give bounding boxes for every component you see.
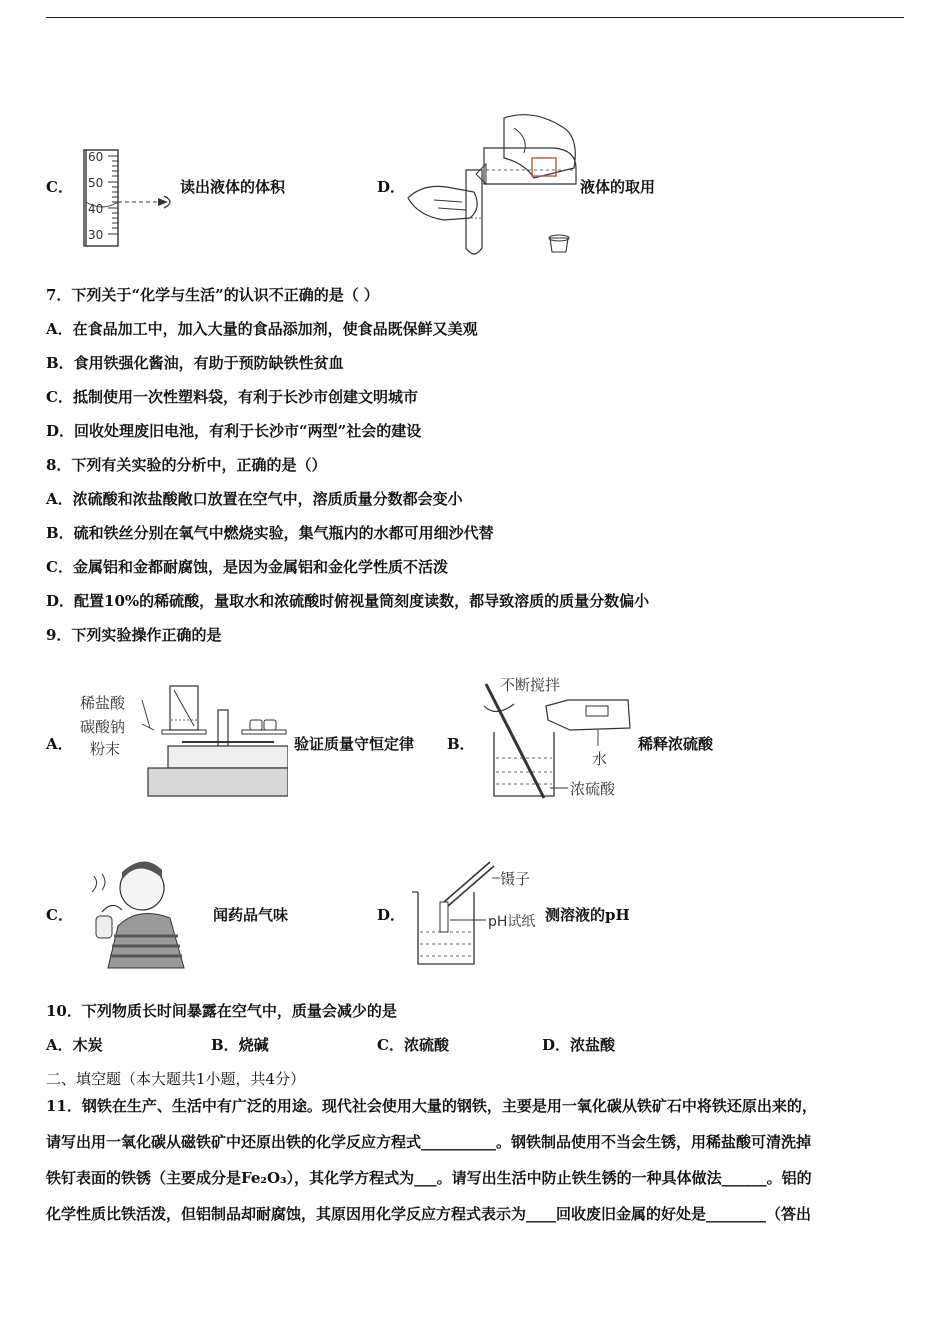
- q9-b-caption: 稀释浓硫酸: [638, 735, 714, 753]
- q9-a-label: A．: [46, 735, 73, 753]
- q11-line: 铁钉表面的铁锈（主要成分是Fe₂O₃），其化学方程式为___。请写出生活中防止铁生锈的一种具体做法______。铝的: [46, 1169, 812, 1187]
- q10-option-d: D．浓盐酸: [542, 1036, 616, 1054]
- q6-c-label: C．: [46, 178, 73, 196]
- figure-label: 水: [592, 750, 608, 768]
- balance-figure: [78, 680, 288, 800]
- q11-line: 化学性质比铁活泼，但铝制品却耐腐蚀，其原因用化学反应方程式表示为____回收废旧金属的好处是________（答出: [46, 1205, 812, 1223]
- q10-option-b: B．烧碱: [211, 1036, 269, 1054]
- figure-label: 不断搅拌: [500, 676, 561, 694]
- liquid-pouring-figure: [404, 108, 582, 260]
- q7-option-b: B．食用铁强化酱油，有助于预防缺铁性贫血: [46, 354, 344, 372]
- figure-label: 稀盐酸: [80, 694, 126, 712]
- q11-line: 请写出用一氧化碳从磁铁矿中还原出铁的化学反应方程式__________。钢铁制品使用不当会生锈，用稀盐酸可清洗掉: [46, 1133, 812, 1151]
- q9-c-caption: 闻药品气味: [213, 906, 289, 924]
- figure-label: pH试纸: [488, 914, 536, 930]
- q9-d-caption: 测溶液的pH: [545, 906, 630, 924]
- q6-d-label: D．: [377, 178, 406, 196]
- q8-option-c: C．金属铝和金都耐腐蚀，是因为金属铝和金化学性质不活泼: [46, 558, 448, 576]
- q9-d-label: D．: [377, 906, 406, 924]
- q9-a-caption: 验证质量守恒定律: [294, 735, 415, 753]
- smelling-figure: [78, 852, 192, 970]
- q8-option-a: A．浓硫酸和浓盐酸敞口放置在空气中，溶质质量分数都会变小: [46, 490, 463, 508]
- figure-label: 镊子: [500, 870, 531, 888]
- q7-option-d: D．回收处理废旧电池，有利于长沙市“两型”社会的建设: [46, 422, 422, 440]
- q10-option-a: A．木炭: [46, 1036, 103, 1054]
- section-heading: 二、填空题（本大题共1小题，共4分）: [46, 1070, 306, 1088]
- figure-label: 浓硫酸: [570, 780, 616, 798]
- tick-label: 60: [88, 150, 104, 164]
- q11-paragraph: [46, 1088, 904, 1232]
- figure-label: 碳酸钠: [80, 718, 126, 736]
- q9-stem: 9．下列实验操作正确的是: [46, 626, 222, 644]
- q11-line: 11．钢铁在生产、生活中有广泛的用途。现代社会使用大量的钢铁，主要是用一氧化碳从铁矿石中将铁还原出来的，: [46, 1097, 817, 1115]
- q7-option-c: C．抵制使用一次性塑料袋，有利于长沙市创建文明城市: [46, 388, 418, 406]
- q10-option-c: C．浓硫酸: [377, 1036, 449, 1054]
- header-rule: [46, 17, 904, 18]
- tick-label: 50: [88, 176, 104, 190]
- tick-label: 40: [88, 202, 104, 216]
- q6-d-caption: 液体的取用: [580, 178, 656, 196]
- q9-c-label: C．: [46, 906, 73, 924]
- q6-c-caption: 读出液体的体积: [180, 178, 286, 196]
- figure-label: 粉末: [90, 740, 121, 758]
- q8-option-d: D．配置10%的稀硫酸，量取水和浓硫酸时俯视量筒刻度读数，都导致溶质的质量分数偏小: [46, 592, 650, 610]
- ph-test-figure: [404, 856, 546, 968]
- q8-option-b: B．硫和铁丝分别在氧气中燃烧实验，集气瓶内的水都可用细沙代替: [46, 524, 494, 542]
- dilute-acid-figure: [478, 672, 636, 804]
- tick-label: 30: [88, 228, 104, 242]
- q10-stem: 10．下列物质长时间暴露在空气中，质量会减少的是: [46, 1002, 397, 1020]
- q7-option-a: A．在食品加工中，加入大量的食品添加剂，使食品既保鲜又美观: [46, 320, 478, 338]
- q7-stem: 7．下列关于“化学与生活”的认识不正确的是（ ）: [46, 286, 379, 304]
- cylinder-reading-figure: [72, 146, 182, 248]
- q9-b-label: B．: [447, 735, 475, 753]
- q8-stem: 8．下列有关实验的分析中，正确的是（）: [46, 456, 327, 474]
